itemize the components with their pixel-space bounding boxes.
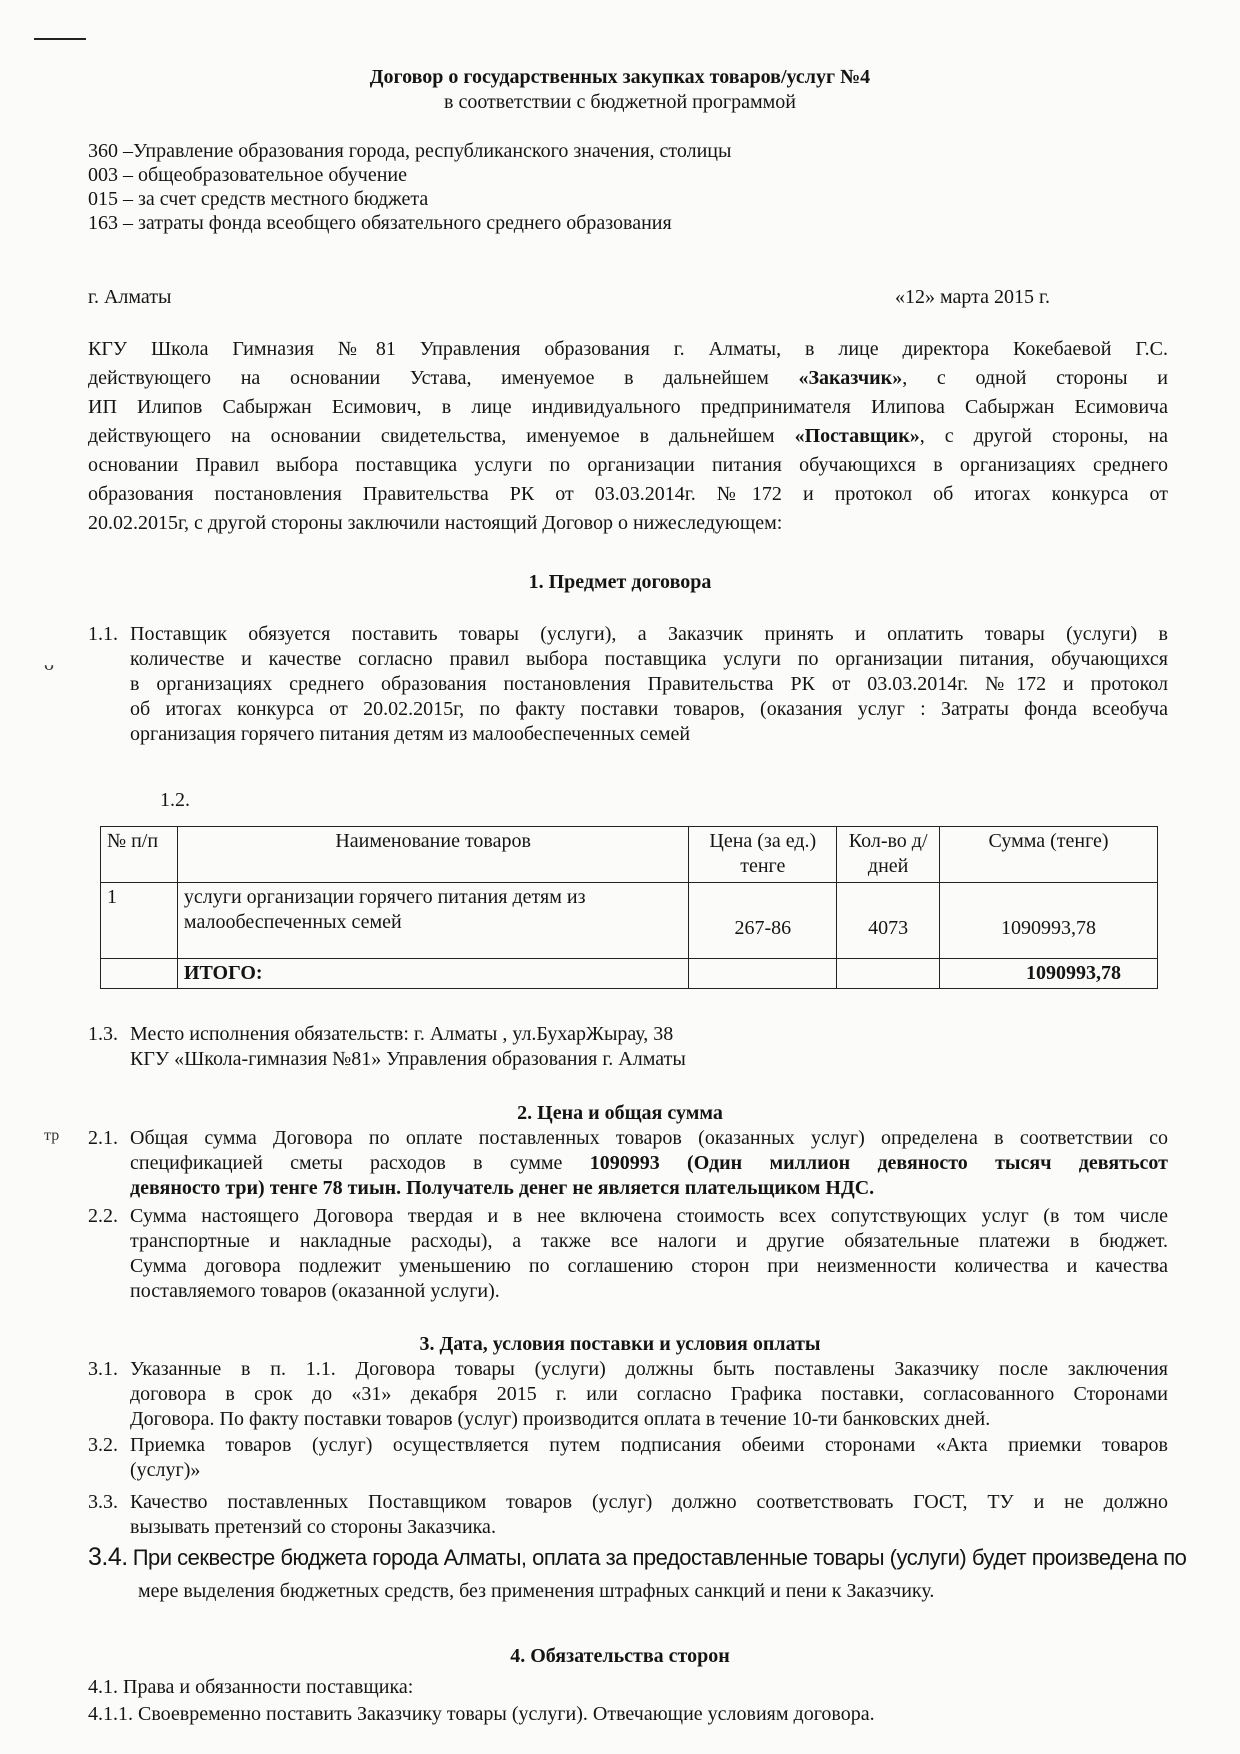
clause-3-2 xyxy=(88,1433,1168,1485)
clause-text xyxy=(130,1357,1168,1432)
customer-term: «Заказчик» xyxy=(798,367,903,389)
clause-number: 3.3. xyxy=(88,1491,118,1513)
preamble-text: , с другой стороны, на xyxy=(919,425,1169,447)
clause-line: Указанные в п. 1.1. Договора товары (услуги) должны быть поставлены Заказчику после заключения xyxy=(130,1358,1168,1380)
preamble-line: образования постановления Правительства РК от 03.03.2014г. №172 и протокол об итогах конкурса от xyxy=(88,483,1168,505)
clause-text xyxy=(130,1490,1168,1540)
clause-line: об итогах конкурса от 20.02.2015г, по факту поставки товаров, (оказания услуг : Затраты фонда всеобуча xyxy=(130,698,1168,720)
row-price: 267-86 xyxy=(689,883,837,959)
section-2-heading: 2. Цена и общая сумма xyxy=(517,1102,723,1124)
preamble-line xyxy=(88,364,1168,393)
preamble-text: действующего на основании Устава, именуемое в дальнейшем xyxy=(88,367,799,389)
column-header: Цена (за ед.) тенге xyxy=(689,827,837,883)
column-header: Наименование товаров xyxy=(177,827,688,883)
budget-codes xyxy=(88,139,988,235)
clause-4-1: 4.1. Права и обязанности поставщика: xyxy=(88,1676,414,1698)
clause-text xyxy=(130,1204,1168,1304)
clause-line: Договора. По факту поставки товаров (услуг) производится оплата в течение 10-ти банковских дней. xyxy=(130,1408,991,1430)
clause-line: договора в срок до «31» декабря 2015 г. или согласно Графика поставки, согласованного Сторонами xyxy=(130,1383,1168,1405)
clause-text xyxy=(130,1433,1168,1483)
clause-text xyxy=(130,622,1168,747)
contract-place: г. Алматы xyxy=(88,286,172,308)
contract-subtitle: в соответствии с бюджетной программой xyxy=(444,91,796,113)
margin-mark: ᴗ xyxy=(44,653,54,675)
clause-line: Сумма договора подлежит уменьшению по соглашению сторон при неизменности количества и качества xyxy=(130,1255,1168,1277)
pen-mark xyxy=(34,38,86,40)
clause-text xyxy=(130,1022,1168,1072)
contract-title: Договор о государственных закупках товаров/услуг №4 xyxy=(369,66,871,88)
preamble xyxy=(88,335,1168,538)
preamble-line: ИП Илипов Сабыржан Есимович, в лице индивидуального предпринимателя Илипова Сабыржан Есимовича xyxy=(88,396,1168,418)
clause-number: 1.3. xyxy=(88,1023,118,1045)
clause-line: организация горячего питания детям из малообеспеченных семей xyxy=(130,723,691,745)
preamble-line xyxy=(88,422,1168,451)
section-4-heading: 4. Обязательства сторон xyxy=(510,1645,730,1667)
total-label: ИТОГО: xyxy=(177,959,688,989)
preamble-line: 20.02.2015г, с другой стороны заключили настоящий Договор о нижеследующем: xyxy=(88,512,783,534)
total-empty-cell xyxy=(689,959,837,989)
clause-line: количестве и качестве согласно правил выбора поставщика услуги по организации питания, обучающихся xyxy=(130,648,1168,670)
clause-line: девяносто три) тенге 78 тиын. Получатель денег не является плательщиком НДС. xyxy=(130,1177,875,1199)
clause-line xyxy=(130,1151,1168,1176)
clause-line: Сумма настоящего Договора твердая и в нее включена стоимость всех сопутствующих услуг (в том числе xyxy=(130,1205,1168,1227)
clause-text-run: спецификацией сметы расходов в сумме xyxy=(130,1152,590,1174)
section-3-heading: 3. Дата, условия поставки и условия оплаты xyxy=(419,1333,821,1355)
clause-number: 2.1. xyxy=(88,1127,118,1149)
clause-line: мере выделения бюджетных средств, без применения штрафных санкций и пени к Заказчику. xyxy=(138,1580,935,1602)
clause-3-3 xyxy=(88,1490,1168,1542)
clause-3-4 xyxy=(88,1543,1187,1609)
preamble-text: действующего на основании свидетельства, именуемое в дальнейшем xyxy=(88,425,795,447)
total-empty-cell xyxy=(837,959,940,989)
clause-line: Приемка товаров (услуг) осуществляется путем подписания обеими сторонами «Акта приемки товаров xyxy=(130,1434,1168,1456)
clause-text xyxy=(130,1126,1168,1201)
clause-line: поставляемого товаров (оказанной услуги). xyxy=(130,1280,500,1302)
clause-text: При секвестре бюджета города Алматы, оплата за предоставленные товары (услуги) будет произведена по xyxy=(132,1545,1187,1570)
clause-number: 2.2. xyxy=(88,1205,118,1227)
preamble-line: КГУ Школа Гимназия №81 Управления образования г. Алматы, в лице директора Кокебаевой Г.С. xyxy=(88,338,1168,360)
clause-number: 1.1. xyxy=(88,623,118,645)
clause-line: Качество поставленных Поставщиком товаров (услуг) должно соответствовать ГОСТ, ТУ и не должно xyxy=(130,1491,1168,1513)
clause-2-1 xyxy=(88,1126,1168,1204)
budget-code-line: 360 –Управление образования города, республиканского значения, столицы xyxy=(88,140,732,162)
total-empty-cell xyxy=(101,959,178,989)
budget-code-line: 015 – за счет средств местного бюджета xyxy=(88,188,429,210)
row-name: услуги организации горячего питания детям из малообеспеченных семей xyxy=(177,883,688,959)
clause-line: в организациях среднего образования постановления Правительства РК от 03.03.2014г. №172 и протокол xyxy=(130,673,1168,695)
row-quantity: 4073 xyxy=(837,883,940,959)
clause-1-3 xyxy=(88,1022,1168,1074)
clause-number: 3.2. xyxy=(88,1434,118,1456)
table-row xyxy=(101,883,1158,959)
clause-3-1 xyxy=(88,1357,1168,1433)
clause-line xyxy=(88,1543,1187,1579)
clause-1-1 xyxy=(88,622,1168,752)
column-header: № п/п xyxy=(101,827,178,883)
clause-line: КГУ «Школа-гимназия №81» Управления образования г. Алматы xyxy=(130,1048,686,1070)
clause-line: Место исполнения обязательств: г. Алматы , ул.БухарЖырау, 38 xyxy=(130,1023,674,1045)
specification-table xyxy=(100,826,1158,989)
row-number: 1 xyxy=(101,883,178,959)
table-total-row xyxy=(101,959,1158,989)
section-1-heading: 1. Предмет договора xyxy=(528,571,712,593)
clause-line: вызывать претензий со стороны Заказчика. xyxy=(130,1516,496,1538)
clause-line: Поставщик обязуется поставить товары (услуги), а Заказчик принять и оплатить товары (услуги) в xyxy=(130,623,1168,645)
clause-2-2 xyxy=(88,1204,1168,1306)
total-value: 1090993,78 xyxy=(940,959,1158,989)
clause-line: (услуг)» xyxy=(130,1459,201,1481)
preamble-line: основании Правил выбора поставщика услуги по организации питания обучающихся в организациях среднего xyxy=(88,454,1168,476)
clause-line: Общая сумма Договора по оплате поставленных товаров (оказанных услуг) определена в соответствии со xyxy=(130,1127,1168,1149)
column-header: Кол-во д/дней xyxy=(837,827,940,883)
table-header-row xyxy=(101,827,1158,883)
row-sum: 1090993,78 xyxy=(940,883,1158,959)
clause-number: 3.1. xyxy=(88,1358,118,1380)
amount-words: 1090993 (Один миллион девяносто тысяч девятьсот xyxy=(589,1152,1168,1174)
margin-mark: тр xyxy=(44,1127,60,1144)
clause-1-2-number: 1.2. xyxy=(160,789,190,811)
contract-date: «12» марта 2015 г. xyxy=(895,286,1050,308)
supplier-term: «Поставщик» xyxy=(794,425,920,447)
column-header: Сумма (тенге) xyxy=(940,827,1158,883)
preamble-text: , с одной стороны и xyxy=(902,367,1168,389)
budget-code-line: 163 – затраты фонда всеобщего обязательного среднего образования xyxy=(88,212,672,234)
clause-4-1-1: 4.1.1. Своевременно поставить Заказчику товары (услуги). Отвечающие условиям договора. xyxy=(88,1703,875,1725)
clause-line: транспортные и накладные расходы), а также все налоги и другие обязательные платежи в бюджет. xyxy=(130,1230,1168,1252)
budget-code-line: 003 – общеобразовательное обучение xyxy=(88,164,408,186)
clause-number: 3.4. xyxy=(88,1543,128,1571)
